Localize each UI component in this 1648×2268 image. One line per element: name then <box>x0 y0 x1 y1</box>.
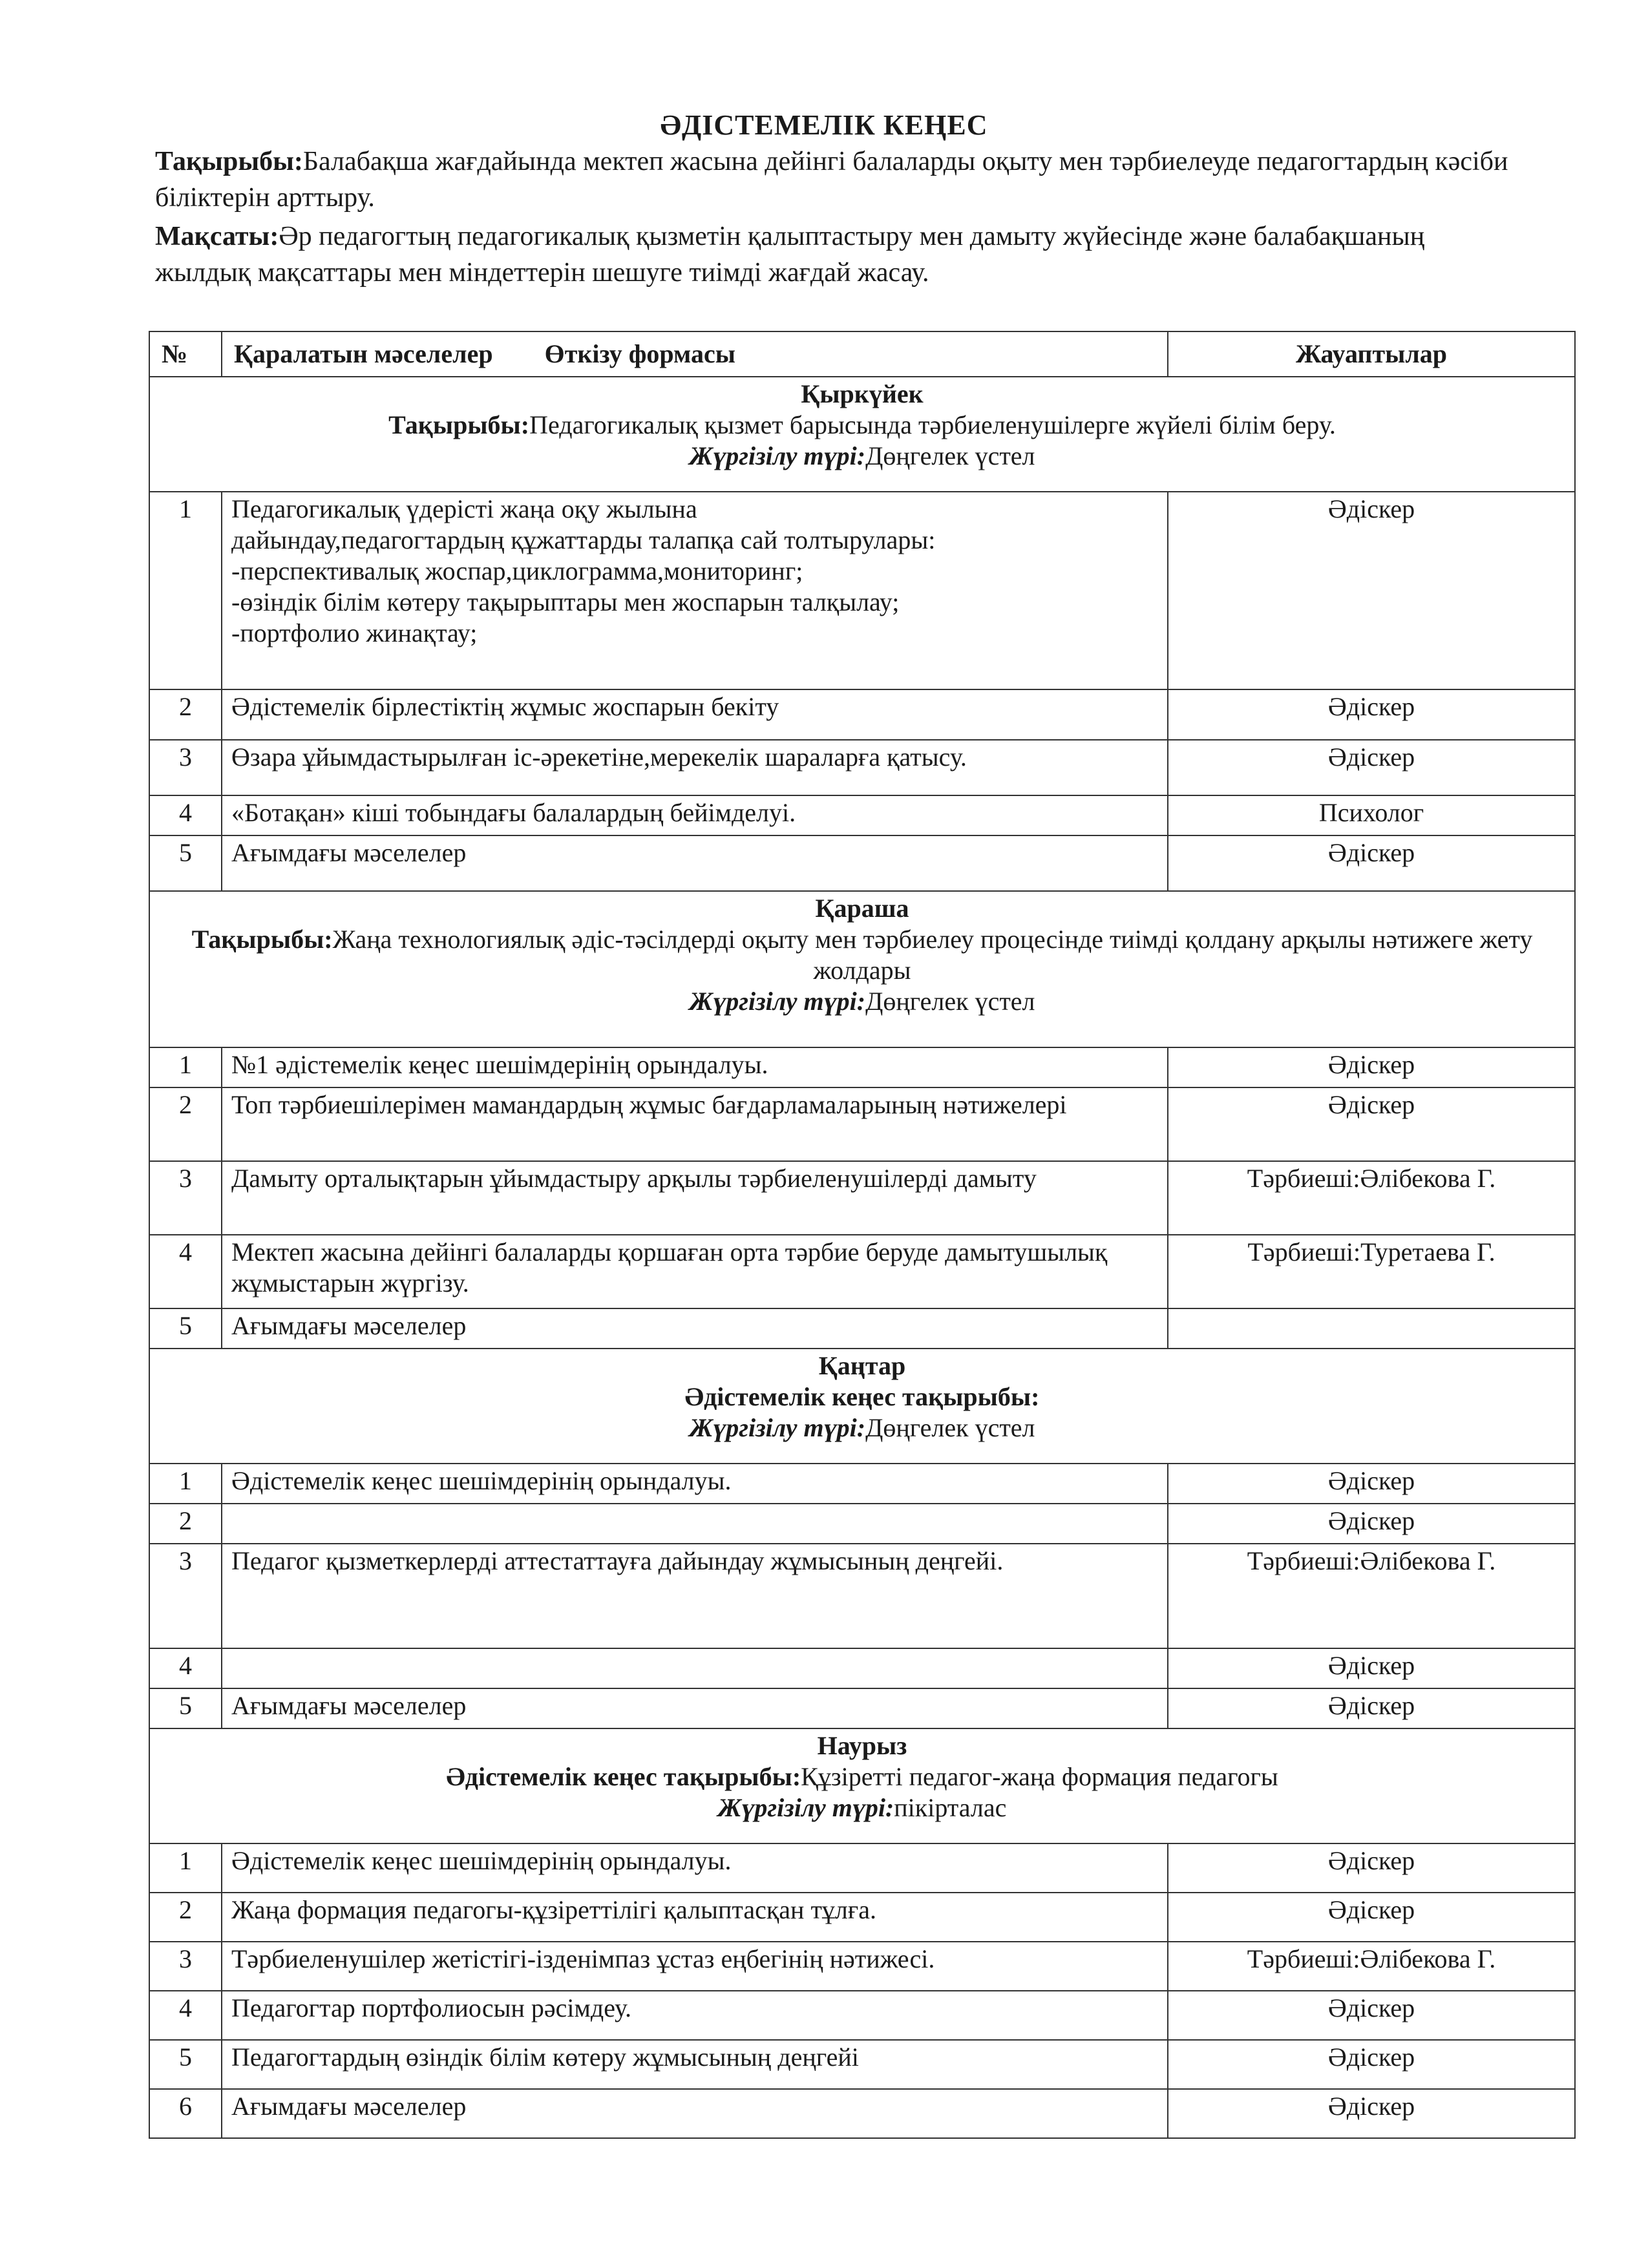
header-issues-and-form <box>222 331 1168 377</box>
row-responsible: Әдіскер <box>1168 835 1575 891</box>
row-number: 5 <box>149 2040 222 2089</box>
section-topic <box>159 410 1565 441</box>
section-type-text: Дөңгелек үстел <box>865 1413 1035 1442</box>
row-responsible: Әдіскер <box>1168 1648 1575 1688</box>
table-row <box>149 492 1575 689</box>
row-responsible: Әдіскер <box>1168 2089 1575 2138</box>
row-issue: Ағымдағы мәселелер <box>222 1308 1168 1349</box>
section-topic <box>159 1761 1565 1792</box>
row-responsible: Әдіскер <box>1168 1688 1575 1728</box>
row-responsible: Әдіскер <box>1168 1843 1575 1893</box>
row-issue <box>222 1504 1168 1544</box>
row-issue: Дамыту орталықтарын ұйымдастыру арқылы тәрбиеленушілерді дамыту <box>222 1161 1168 1235</box>
section-type <box>159 441 1565 472</box>
topic-label: Тақырыбы: <box>155 147 303 176</box>
section-type <box>159 1792 1565 1823</box>
section-topic <box>159 924 1565 986</box>
header-issues: Қаралатын мәселелер <box>234 339 493 368</box>
row-issue: Педагогтардың өзіндік білім көтеру жұмысының деңгейі <box>222 2040 1168 2089</box>
section-header <box>149 1728 1575 1843</box>
row-responsible: Әдіскер <box>1168 1893 1575 1942</box>
section-type-label: Жүргізілу түрі: <box>689 441 866 470</box>
row-issue: Педагогикалық үдерісті жаңа оқу жылына дайындау,педагогтардың құжаттарды талапқа сай толтырулары: -перспективалық жоспар,циклограмма,мониторинг; -өзіндік білім көтеру тақырыптары мен жоспарын талқылау; -портфолио жинақтау; <box>222 492 1168 689</box>
table-row <box>149 1464 1575 1504</box>
row-issue: Педагогтар портфолиосын рәсімдеу. <box>222 1991 1168 2040</box>
row-issue: «Ботақан» кіші тобындағы балалардың бейімделуі. <box>222 795 1168 835</box>
row-issue: Әдістемелік бірлестіктің жұмыс жоспарын бекіту <box>222 689 1168 740</box>
row-number: 4 <box>149 1991 222 2040</box>
row-responsible: Әдіскер <box>1168 740 1575 795</box>
goal-label: Мақсаты: <box>155 222 279 251</box>
section-type-label: Жүргізілу түрі: <box>689 987 866 1016</box>
row-number: 1 <box>149 1843 222 1893</box>
section-row <box>149 1349 1575 1464</box>
table-row <box>149 1991 1575 2040</box>
row-number: 2 <box>149 1504 222 1544</box>
table-row <box>149 1504 1575 1544</box>
header-number: № <box>149 331 222 377</box>
row-responsible: Әдіскер <box>1168 1464 1575 1504</box>
row-number: 5 <box>149 1308 222 1349</box>
section-topic-text: Педагогикалық қызмет барысында тәрбиеленушілерге жүйелі білім беру. <box>529 410 1336 439</box>
table-row <box>149 795 1575 835</box>
row-issue: Өзара ұйымдастырылған іс-әрекетіне,мерекелік шараларға қатысу. <box>222 740 1168 795</box>
plan-table <box>149 331 1576 2139</box>
row-number: 3 <box>149 1161 222 1235</box>
row-issue: Мектеп жасына дейінгі балаларды қоршаған орта тәрбие беруде дамытушылық жұмыстарын жүргізу. <box>222 1235 1168 1308</box>
table-row <box>149 835 1575 891</box>
section-month: Наурыз <box>817 1731 907 1760</box>
section-type-text: Дөңгелек үстел <box>865 441 1035 470</box>
row-issue: Тәрбиеленушілер жетістігі-ізденімпаз ұстаз еңбегінің нәтижесі. <box>222 1942 1168 1991</box>
section-month: Қыркүйек <box>801 379 924 408</box>
section-type-label: Жүргізілу түрі: <box>689 1413 866 1442</box>
table-row <box>149 1688 1575 1728</box>
row-issue: Әдістемелік кеңес шешімдерінің орындалуы. <box>222 1843 1168 1893</box>
row-responsible: Әдіскер <box>1168 689 1575 740</box>
row-responsible: Тәрбиеші:Туретаева Г. <box>1168 1235 1575 1308</box>
row-number: 5 <box>149 1688 222 1728</box>
section-topic-label: Тақырыбы: <box>191 925 333 954</box>
row-issue: №1 әдістемелік кеңес шешімдерінің орындалуы. <box>222 1047 1168 1087</box>
row-number: 1 <box>149 492 222 689</box>
section-header <box>149 377 1575 492</box>
section-topic-text: Жаңа технологиялық әдіс-тәсілдерді оқыту мен тәрбиелеу процесінде тиімді қолдану арқылы нәтижеге жету жолдары <box>332 925 1533 985</box>
section-row <box>149 1728 1575 1843</box>
table-row <box>149 2089 1575 2138</box>
header-responsible: Жауаптылар <box>1168 331 1575 377</box>
section-type <box>159 1412 1565 1444</box>
row-number: 2 <box>149 689 222 740</box>
table-row <box>149 1235 1575 1308</box>
topic-text: Балабақша жағдайында мектеп жасына дейінгі балаларды оқыту мен тәрбиелеуде педагогтардың кәсіби біліктерін арттыру. <box>155 147 1508 213</box>
table-row <box>149 1648 1575 1688</box>
row-number: 4 <box>149 795 222 835</box>
section-topic-label: Әдістемелік кеңес тақырыбы: <box>684 1382 1040 1411</box>
table-row <box>149 1893 1575 1942</box>
section-topic-label: Әдістемелік кеңес тақырыбы: <box>446 1762 801 1791</box>
row-number: 6 <box>149 2089 222 2138</box>
table-row <box>149 1087 1575 1161</box>
section-type <box>159 986 1565 1017</box>
row-responsible: Әдіскер <box>1168 1087 1575 1161</box>
section-type-text: пікірталас <box>894 1793 1007 1822</box>
section-header <box>149 891 1575 1047</box>
table-row <box>149 1047 1575 1087</box>
table-row <box>149 1308 1575 1349</box>
row-responsible: Әдіскер <box>1168 2040 1575 2089</box>
row-number: 4 <box>149 1235 222 1308</box>
header-form: Өткізу формасы <box>544 339 736 368</box>
goal-paragraph <box>155 218 1512 291</box>
table-row <box>149 689 1575 740</box>
row-number: 1 <box>149 1464 222 1504</box>
row-issue: Ағымдағы мәселелер <box>222 1688 1168 1728</box>
row-responsible: Тәрбиеші:Әлібекова Г. <box>1168 1544 1575 1648</box>
section-month: Қараша <box>815 894 909 923</box>
row-number: 1 <box>149 1047 222 1087</box>
row-responsible <box>1168 1308 1575 1349</box>
table-row <box>149 1544 1575 1648</box>
section-row <box>149 891 1575 1047</box>
row-issue: Әдістемелік кеңес шешімдерінің орындалуы. <box>222 1464 1168 1504</box>
row-responsible: Тәрбиеші:Әлібекова Г. <box>1168 1942 1575 1991</box>
table-row <box>149 1843 1575 1893</box>
table-row <box>149 1942 1575 1991</box>
row-responsible: Әдіскер <box>1168 1991 1575 2040</box>
document-title: ӘДІСТЕМЕЛІК КЕҢЕС <box>660 109 988 141</box>
document-intro <box>155 143 1512 293</box>
row-issue <box>222 1648 1168 1688</box>
section-topic-text: Құзіретті педагог-жаңа формация педагогы <box>801 1762 1278 1791</box>
goal-text: Әр педагогтың педагогикалық қызметін қалыптастыру мен дамыту жүйесінде және балабақшаның жылдық мақсаттары мен міндеттерін шешуге тиімді жағдай жасау. <box>155 222 1425 288</box>
row-number: 3 <box>149 1942 222 1991</box>
row-number: 4 <box>149 1648 222 1688</box>
row-number: 5 <box>149 835 222 891</box>
section-type-label: Жүргізілу түрі: <box>717 1793 894 1822</box>
section-header <box>149 1349 1575 1464</box>
row-issue: Топ тәрбиешілерімен мамандардың жұмыс бағдарламаларының нәтижелері <box>222 1087 1168 1161</box>
table-row <box>149 1161 1575 1235</box>
table-row <box>149 740 1575 795</box>
table-row <box>149 2040 1575 2089</box>
plan-table-body <box>149 377 1575 2138</box>
row-number: 2 <box>149 1893 222 1942</box>
row-issue: Ағымдағы мәселелер <box>222 2089 1168 2138</box>
row-responsible: Тәрбиеші:Әлібекова Г. <box>1168 1161 1575 1235</box>
row-responsible: Психолог <box>1168 795 1575 835</box>
table-header-row <box>149 331 1575 377</box>
section-topic-label: Тақырыбы: <box>388 410 530 439</box>
row-number: 2 <box>149 1087 222 1161</box>
row-issue: Жаңа формация педагогы-құзіреттілігі қалыптасқан тұлға. <box>222 1893 1168 1942</box>
section-topic <box>159 1381 1565 1412</box>
row-responsible: Әдіскер <box>1168 492 1575 689</box>
section-month: Қаңтар <box>818 1351 906 1380</box>
section-row <box>149 377 1575 492</box>
row-number: 3 <box>149 1544 222 1648</box>
topic-paragraph <box>155 143 1512 216</box>
row-issue: Ағымдағы мәселелер <box>222 835 1168 891</box>
row-number: 3 <box>149 740 222 795</box>
row-responsible: Әдіскер <box>1168 1504 1575 1544</box>
row-responsible: Әдіскер <box>1168 1047 1575 1087</box>
row-issue: Педагог қызметкерлерді аттестаттауға дайындау жұмысының деңгейі. <box>222 1544 1168 1648</box>
section-type-text: Дөңгелек үстел <box>865 987 1035 1016</box>
